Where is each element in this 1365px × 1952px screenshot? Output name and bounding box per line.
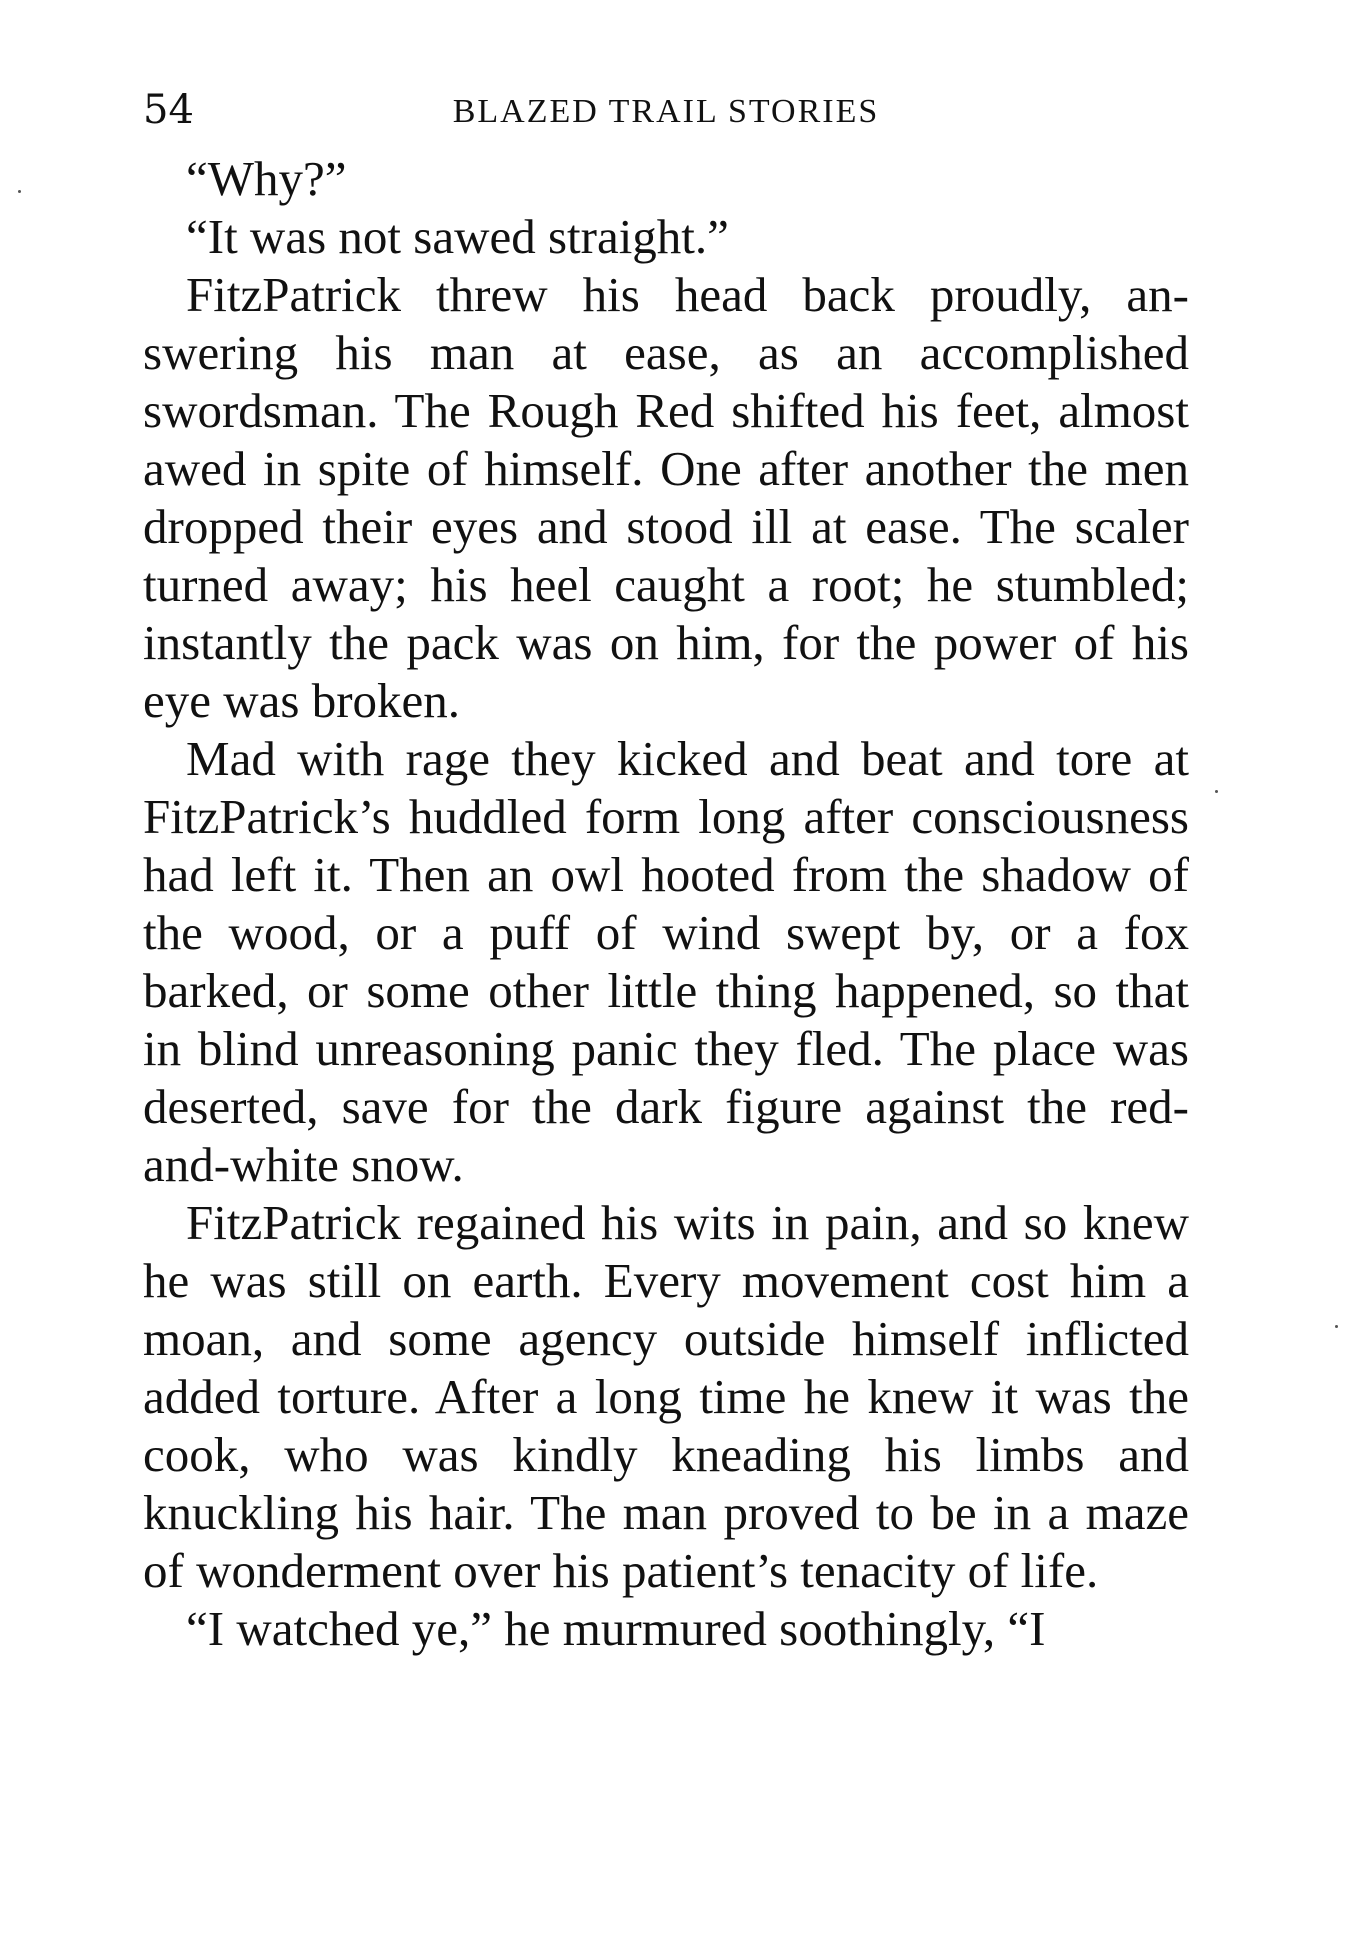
print-speck: [18, 190, 21, 193]
print-speck: [1215, 790, 1218, 793]
paragraph: Mad with rage they kicked and beat and tore at FitzPatrick’s huddled form long after consciousness had left it. Then an owl hooted from the shadow of the wood, or a puff of wind swept by, or a fox barked, or some other little thing happened, so that in blind unreasoning panic they fled. The place was deserted, save for the dark figure against the red-and-white snow.: [143, 731, 1189, 1192]
body-text: [143, 150, 1189, 1658]
paragraph: “Why?”: [186, 151, 347, 206]
running-head: BLAZED TRAIL STORIES: [452, 93, 880, 130]
paragraph: “I watched ye,” he murmured soothingly, “I: [186, 1601, 1046, 1656]
paragraph: “It was not sawed straight.”: [186, 209, 729, 264]
paragraph: FitzPatrick threw his head back proudly, answering his man at ease, as an accomplished swordsman. The Rough Red shifted his feet, almost awed in spite of himself. One after another the men dropped their eyes and stood ill at ease. The scaler turned away; his heel caught a root; he stumbled; instantly the pack was on him, for the power of his eye was broken.: [143, 267, 1189, 728]
print-speck: [1335, 1325, 1338, 1328]
page-number: 54: [143, 87, 194, 133]
paragraph: FitzPatrick regained his wits in pain, and so knew he was still on earth. Every movement cost him a moan, and some agency outside himself inflicted added torture. After a long time he knew it was the cook, who was kindly kneading his limbs and knuckling his hair. The man proved to be in a maze of wonderment over his patient’s tenacity of life.: [143, 1195, 1189, 1598]
page-header: [143, 82, 1189, 142]
